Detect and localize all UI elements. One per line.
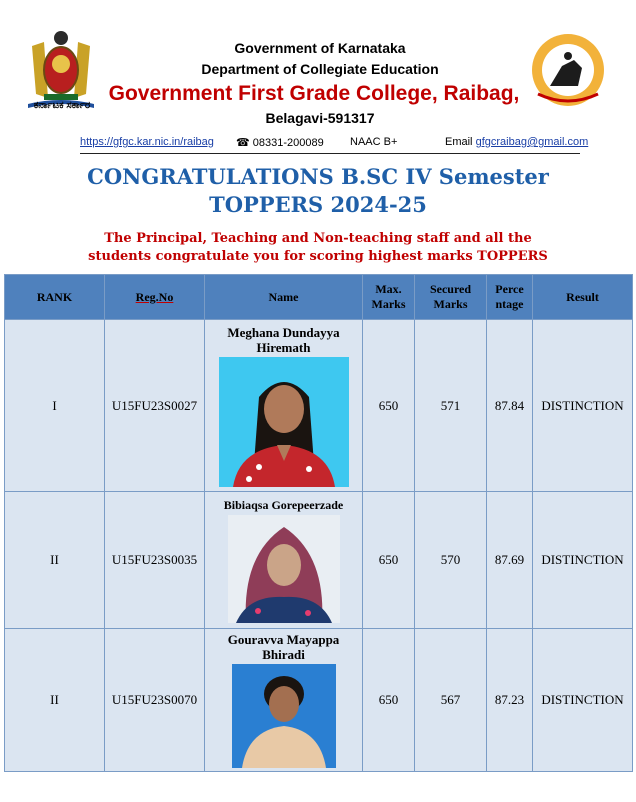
government-title: Government of Karnataka bbox=[234, 40, 406, 56]
college-name: Government First Grade College, Raibag, bbox=[108, 82, 520, 105]
phone-icon: ☎ bbox=[236, 137, 250, 149]
secured-marks-cell: 570 bbox=[415, 492, 487, 629]
regno-cell: U15FU23S0027 bbox=[105, 320, 205, 492]
name-cell bbox=[205, 320, 363, 492]
college-location: Belagavi-591317 bbox=[265, 110, 375, 126]
header-percentage: Perce ntage bbox=[487, 275, 533, 320]
email-link[interactable]: gfgcraibag@gmail.com bbox=[475, 136, 589, 148]
header-result: Result bbox=[533, 275, 633, 320]
regno-cell: U15FU23S0070 bbox=[105, 629, 205, 772]
rank-cell: I bbox=[5, 320, 105, 492]
department-title: Department of Collegiate Education bbox=[201, 61, 439, 77]
student-name: Bibiaqsa Gorepeerzade bbox=[223, 497, 344, 512]
college-logo-icon bbox=[522, 30, 614, 110]
header-secured-marks: Secured Marks bbox=[415, 275, 487, 320]
emblem-caption: ಕರ್ನಾಟಕ ಸರ್ಕಾರ bbox=[33, 100, 91, 111]
secured-marks-cell: 571 bbox=[415, 320, 487, 492]
table-row bbox=[5, 492, 633, 629]
table-row bbox=[5, 320, 633, 492]
table-header-row bbox=[5, 275, 633, 320]
name-cell bbox=[205, 629, 363, 772]
result-cell: DISTINCTION bbox=[533, 629, 633, 772]
result-cell: DISTINCTION bbox=[533, 320, 633, 492]
header-divider bbox=[80, 153, 580, 154]
naac-grade: NAAC B+ bbox=[350, 136, 398, 148]
phone-contact bbox=[236, 136, 324, 149]
header-max-marks: Max. Marks bbox=[363, 275, 415, 320]
header-name: Name bbox=[205, 275, 363, 320]
secured-marks-cell: 567 bbox=[415, 629, 487, 772]
student-name: Gouravva Mayappa Bhiradi bbox=[227, 632, 340, 662]
table-row bbox=[5, 629, 633, 772]
regno-cell: U15FU23S0035 bbox=[105, 492, 205, 629]
student-photo-icon bbox=[219, 357, 349, 487]
student-name: Meghana Dundayya Hiremath bbox=[227, 324, 340, 355]
email-contact bbox=[445, 136, 588, 148]
max-marks-cell: 650 bbox=[363, 492, 415, 629]
headline-line2: TOPPERS 2024-25 bbox=[209, 192, 427, 217]
header-regno: Reg.No bbox=[105, 275, 205, 320]
header-rank: RANK bbox=[5, 275, 105, 320]
percentage-cell: 87.69 bbox=[487, 492, 533, 629]
percentage-cell: 87.23 bbox=[487, 629, 533, 772]
name-cell bbox=[205, 492, 363, 629]
rank-cell: II bbox=[5, 492, 105, 629]
percentage-cell: 87.84 bbox=[487, 320, 533, 492]
headline-line1: CONGRATULATIONS B.SC IV Semester bbox=[87, 164, 549, 189]
congrats-line2: students congratulate you for scoring highest marks TOPPERS bbox=[88, 249, 548, 264]
result-cell: DISTINCTION bbox=[533, 492, 633, 629]
toppers-table bbox=[4, 274, 633, 772]
rank-cell: II bbox=[5, 629, 105, 772]
phone-number: 08331-200089 bbox=[252, 137, 324, 149]
congrats-line1: The Principal, Teaching and Non-teaching staff and all the bbox=[104, 231, 532, 246]
website-link[interactable]: https://gfgc.kar.nic.in/raibag bbox=[80, 136, 214, 148]
max-marks-cell: 650 bbox=[363, 320, 415, 492]
student-photo-icon bbox=[228, 515, 340, 623]
max-marks-cell: 650 bbox=[363, 629, 415, 772]
email-label: Email bbox=[445, 136, 473, 148]
student-photo-icon bbox=[232, 664, 336, 768]
